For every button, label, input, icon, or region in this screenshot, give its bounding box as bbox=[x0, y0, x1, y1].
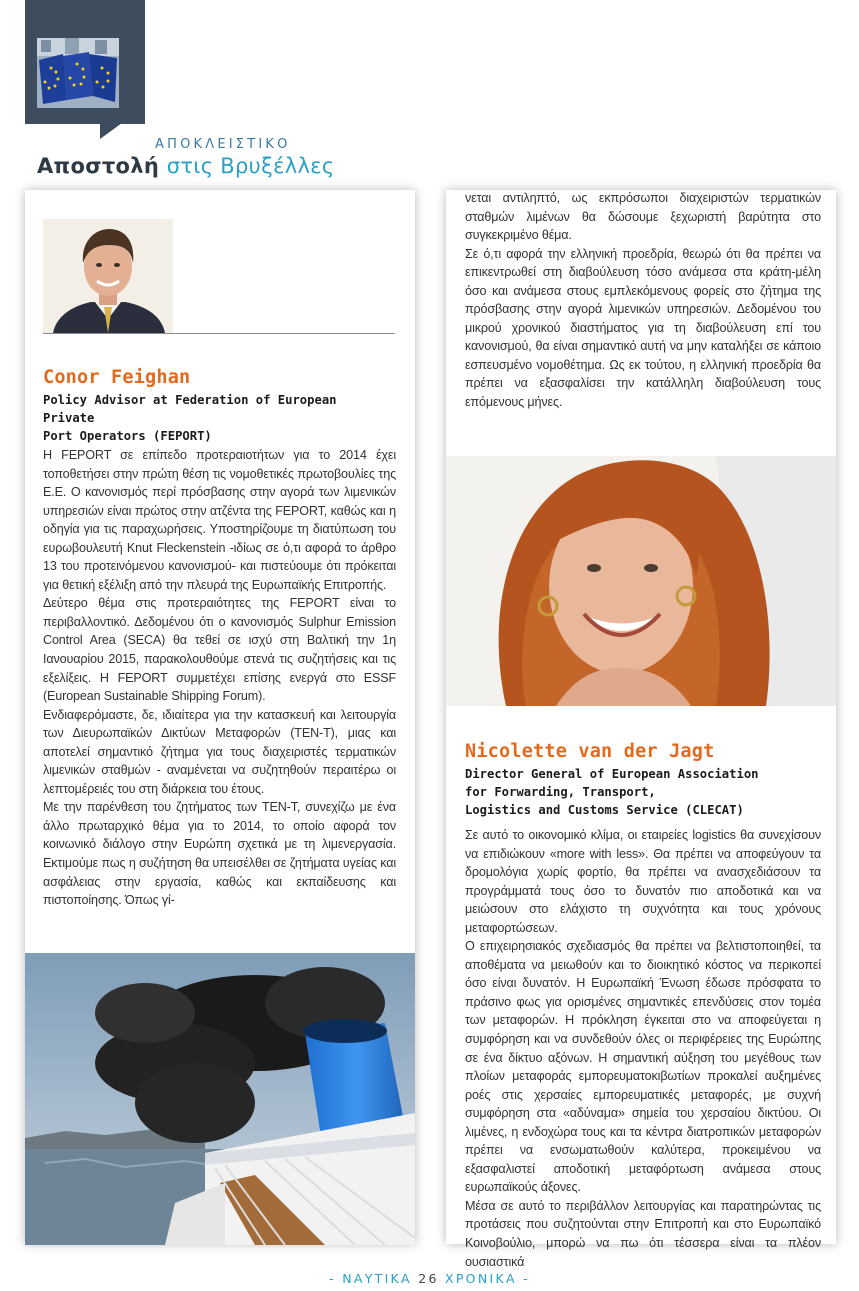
left-article-body bbox=[43, 446, 396, 910]
section-kicker: ΑΠΟΚΛΕΙΣΤΙΚΟ bbox=[155, 137, 291, 152]
right-continued-paragraph: Σε ό,τι αφορά την ελληνική προεδρία, θεωρώ ότι θα πρέπει να επικεντρωθεί στη διαβούλευση τόσο ανάμεσα στα κράτη-μέλη όσο και ανάμεσα στους εμπλεκόμενους φορείς στο ζήτημα της πρόσβασης στην αγορά λιμενικών υπηρεσιών. Δεδομένου του μικρού χρονικού διαστήματος για τη διαβούλευση επί του κανονισμού, θα είναι σημαντικό αυτή να μην καταλήξει σε κάποιο εσπευσμένο νομοθέτημα. Ως εκ τούτου, η ελληνική προεδρία θα πρέπει να εξασφαλίσει την κατάλληλη διαβούλευση τους επόμενους μήνες. bbox=[465, 246, 821, 410]
page-footer bbox=[0, 1271, 859, 1286]
eu-flags-thumbnail bbox=[37, 38, 119, 108]
nicolette-van-der-jagt-photo bbox=[446, 456, 836, 706]
page-number: 26 bbox=[418, 1271, 439, 1286]
page-title bbox=[37, 154, 335, 178]
ship-smoke-photo bbox=[25, 953, 415, 1245]
right-paragraph: Σε αυτό το οικονομικό κλίμα, οι εταιρείες logistics θα συνεχίσουν να επιδιώκουν «more with less». Θα πρέπει να αποφεύγουν τα δρομολόγια χωρίς φορτίο, θα πρέπει να ανασχεδιάσουν τα προγράμματά τους όσο το δυνατόν πιο αποδοτικά και να μειώσουν στο ελάχιστο τη συχνότητα και τους χρόνους μεταφορτώσεων. bbox=[465, 828, 821, 935]
right-article-body bbox=[465, 826, 821, 1271]
footer-suffix: ΧΡΟΝΙΚΑ - bbox=[438, 1271, 530, 1286]
left-divider bbox=[43, 333, 395, 334]
right-role-line-3: Logistics and Customs Service (CLECAT) bbox=[465, 803, 744, 817]
left-paragraph: Ενδιαφερόμαστε, δε, ιδιαίτερα για την κατασκευή και λειτουργία των Διευρωπαϊκών Δικτύων Μεταφορών (TEN-T), μιας και αποτελεί σημαντικό ζήτημα για τους διαχειριστές τερματικών λιμενικών σταθμών - αναμένεται να συζητηθούν περαιτέρω οι λεπτομέρειές του στη διάρκεια του έτους. bbox=[43, 707, 396, 796]
right-continued-body bbox=[465, 189, 821, 412]
right-author-name: Nicolette van der Jagt bbox=[465, 741, 715, 762]
footer-prefix: - ΝΑΥΤΙΚΑ bbox=[329, 1271, 419, 1286]
left-role-line-1: Policy Advisor at Federation of European Private bbox=[43, 393, 337, 425]
right-paragraph: Ο επιχειρησιακός σχεδιασμός θα πρέπει να βελτιστοποιηθεί, τα αποθέματα να μειωθούν και το διοικητικό κόστος να περικοπεί όσο είναι δυνατόν. Η Ευρωπαϊκή Ένωση έδωσε πρόσφατα το πράσινο φως για ορισμένες σημαντικές επενδύσεις στον τομέα των μεταφορών. Η πρόκληση έγκειται στο να αποφεύγεται η συμφόρηση και να συνδεθούν όλες οι περιφέρειες της Ευρώπης σε ένα δίκτυο αξόνων. Η σημαντική αύξηση του μεγέθους των πλοίων μεταφοράς εμπορευματοκιβωτίων προκαλεί αυξημένες ροές στις χερσαίες εμπορευματικές μεταφορές, με συχνή συμφόρηση στα «αδύναμα» σημεία του χερσαίου δικτύου. Οι λιμένες, η ενδοχώρα τους και τα κέντρα διατροπικών μεταφορών πρέπει να ενσωματωθούν καλύτερα, προκειμένου να εξασφαλιστεί αποδοτική μεταφόρτωση ανάμεσα στους ευρωπαϊκούς άξονες. bbox=[465, 939, 821, 1195]
left-paragraph: Με την παρένθεση του ζητήματος των TEN-T, συνεχίζω με ένα άλλο πρωταρχικό θέμα για το 2014, το οποίο αφορά τον κοινωνικό διάλογο στην Ευρώπη σχετικά με τη λιμενεργασία. Εκτιμούμε πως η συζήτηση θα υπεισέλθει σε ζητήματα υγείας και ασφάλειας στην εργασία, καθώς και εκπαίδευσης και πιστοποίησης. Όπως γί- bbox=[43, 800, 396, 908]
title-part-1: Αποστολή bbox=[37, 154, 160, 178]
title-part-2: στις Βρυξέλλες bbox=[166, 154, 335, 178]
right-paragraph: Μέσα σε αυτό το περιβάλλον λειτουργίας και παρατηρώντας τις προτάσεις που συζητούνται στην Επιτροπή και στο Ευρωπαϊκό Κοινοβούλιο, μπορώ να πω ότι τέσσερα είναι τα πλέον ουσιαστικά bbox=[465, 1198, 821, 1269]
right-role-line-2: for Forwarding, Transport, bbox=[465, 785, 656, 799]
header-notch bbox=[100, 123, 124, 141]
conor-feighan-photo bbox=[43, 219, 173, 333]
right-author-role bbox=[465, 765, 825, 819]
left-paragraph: Δεύτερο θέμα στις προτεραιότητες της FEPORT είναι το περιβαλλοντικό. Δεδομένου ότι ο κανονισμός Sulphur Emission Control Area (SECA) θα τεθεί σε ισχύ στη Βαλτική την 1η Ιανουαρίου 2015, παρακολουθούμε στενά τις συζητήσεις και τις εξελίξεις. Η FEPORT συμμετέχει επίσης ενεργά στο ESSF (European Sustainable Shipping Forum). bbox=[43, 596, 396, 704]
left-author-role bbox=[43, 391, 393, 445]
left-author-name: Conor Feighan bbox=[43, 367, 191, 388]
header-block bbox=[25, 0, 145, 124]
right-continued-paragraph: νεται αντιληπτό, ως εκπρόσωποι διαχειριστών τερματικών σταθμών λιμένων θα δώσουμε ξεχωριστή βαρύτητα στο συγκεκριμένο θέμα. bbox=[465, 191, 821, 243]
left-role-line-2: Port Operators (FEPORT) bbox=[43, 429, 212, 443]
right-role-line-1: Director General of European Association bbox=[465, 767, 759, 781]
left-paragraph: Η FEPORT σε επίπεδο προτεραιοτήτων για το 2014 έχει τοποθετήσει στην πρώτη θέση τις νομοθετικές πρωτοβουλίες της Ε.Ε. Ο κανονισμός περί πρόσβασης στην αγορά των λιμενικών υπηρεσιών είναι πρώτος στην ατζέντα της FEPORT, καθώς και η οδηγία για τις παραχωρήσεις. Υποστηρίζουμε τη διατύπωση του ευρωβουλευτή Knut Fleckenstein -ιδίως σε ό,τι αφορά το άρθρο 13 του προτεινόμενου κανονισμού- και πιστεύουμε ότι πρόκειται για θετική εξέλιξη από την πλευρά της Ευρωπαϊκής Επιτροπής. bbox=[43, 448, 396, 592]
